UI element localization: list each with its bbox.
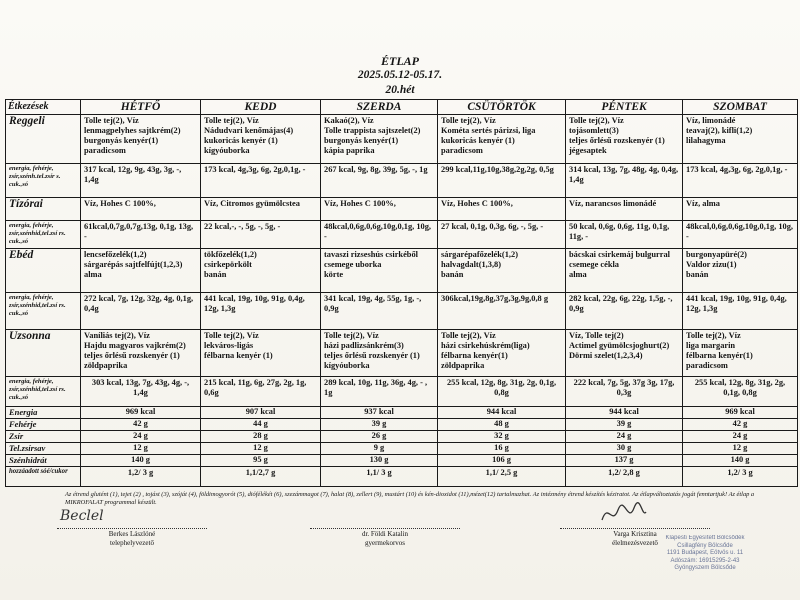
menu-week: 20.hét xyxy=(385,84,415,96)
signer-name: Varga Krisztina xyxy=(613,530,657,538)
summary-value: 24 g xyxy=(683,431,798,443)
summary-value: 28 g xyxy=(201,431,321,443)
breakfast-cell: Kakaó(2), Víz Tolle trappista sajtszelet(2) burgonyás kenyér(1) kápia paprika xyxy=(321,115,438,164)
signer-role: telephelyvezető xyxy=(110,539,154,547)
nutrition-cell: 306kcal,19g,8g,37g,3g,9g,0,8 g xyxy=(438,293,566,330)
meal-column-header: Étkezések xyxy=(6,100,81,115)
summary-value: 30 g xyxy=(566,443,683,455)
nutrition-cell: 441 kcal, 19g, 10g, 91g, 0,4g, 12g, 1,3g xyxy=(683,293,798,330)
nutrition-cell: 303 kcal, 13g, 7g, 43g, 4g, -, 1,4g xyxy=(81,377,201,407)
summary-row-fat xyxy=(6,431,798,443)
summary-value: 140 g xyxy=(683,455,798,467)
lunch-label: Ebéd xyxy=(6,249,81,293)
afternoon-snack-cell: Tolle tej(2), Víz liga margarin félbarna kenyér(1) paradicsom xyxy=(683,330,798,377)
menu-table xyxy=(5,99,798,487)
lunch-nutrition-row xyxy=(6,293,798,330)
institution-stamp: Klapesti Egyesített Bölcsődék Csillagfény Bölcsőde 1191 Budapest, Eötvös u. 11 Adószám: 16915295-2-43 Gyöngyszem Bölcsőde xyxy=(665,535,745,571)
snack-cell: Víz, Citromos gyümölcstea xyxy=(201,198,321,221)
breakfast-cell: Tolle tej(2), Víz tojásomlett(3) teljes őrlésű rozskenyér (1) jégesaptek xyxy=(566,115,683,164)
day-header-saturday: SZOMBAT xyxy=(683,100,798,115)
summary-value: 944 kcal xyxy=(438,407,566,419)
summary-value: 1,1/ 3 g xyxy=(321,467,438,487)
summary-row-energy xyxy=(6,407,798,419)
lunch-cell: burgonyapüré(2) Valdor zizu(1) banán xyxy=(683,249,798,293)
signature-block xyxy=(310,528,460,548)
snack-cell: Víz, alma xyxy=(683,198,798,221)
nutrition-cell: 48kcal,0,6g,0,6g,10g,0,1g, 10g, - xyxy=(683,221,798,249)
signature-scribble xyxy=(598,500,648,528)
summary-value: 1,2/ 3 g xyxy=(683,467,798,487)
lunch-row xyxy=(6,249,798,293)
lunch-cell: bácskai csirkemáj bulgurral csemege cékla alma xyxy=(566,249,683,293)
afternoon-nutrition-row xyxy=(6,377,798,407)
summary-value: 95 g xyxy=(201,455,321,467)
summary-label: Zsír xyxy=(6,431,81,443)
summary-row-saturated-fat xyxy=(6,443,798,455)
snack-cell: Víz, narancsos limonádé xyxy=(566,198,683,221)
afternoon-snack-cell: Tolle tej(2), Víz házi padlizsánkrém(3) teljes őrlésű rozskenyér (1) kígyóuborka xyxy=(321,330,438,377)
summary-label: Fehérje xyxy=(6,419,81,431)
day-header-tuesday: KEDD xyxy=(201,100,321,115)
allergen-footnote: Az étrend glutént (1), tejet (2) , tojást (3), szóját (4), földimogyorót (5), diófélékét (6), szezámmagot (7), halat (8), zellert (9), mustárt (10) és kén-dioxidot (11),mézet(12) tartalmazhat. Az intézmény étrend készítés kéziratot. Az étlapváltoztatás jogát fenntartjuk! Az étlap a MIKROFALAT programmal készült. xyxy=(65,491,755,506)
summary-value: 937 kcal xyxy=(321,407,438,419)
handwritten-signature: Beclel xyxy=(60,508,104,524)
summary-value: 140 g xyxy=(81,455,201,467)
summary-value: 42 g xyxy=(81,419,201,431)
lunch-cell: sárgarépafőzelék(1,2) halvagdalt(1,3,8) banán xyxy=(438,249,566,293)
snack-cell: Víz, Hohes C 100%, xyxy=(81,198,201,221)
nutrition-cell: 272 kcal, 7g, 12g, 32g, 4g, 0,1g, 0,4g xyxy=(81,293,201,330)
summary-value: 12 g xyxy=(81,443,201,455)
lunch-cell: tökfőzelék(1,2) csirkepörkölt banán xyxy=(201,249,321,293)
summary-row-salt-sugar xyxy=(6,467,798,487)
afternoon-snack-cell: Víz, Tolle tej(2) Actimel gyümölcsjoghurt(2) Dörmi szelet(1,2,3,4) xyxy=(566,330,683,377)
summary-value: 39 g xyxy=(321,419,438,431)
nutrition-cell: 441 kcal, 19g, 10g, 91g, 0,4g, 12g, 1,3g xyxy=(201,293,321,330)
breakfast-cell: Víz, limonádé teavaj(2), kifli(1,2) lilahagyma xyxy=(683,115,798,164)
summary-value: 32 g xyxy=(438,431,566,443)
snack-label: Tízórai xyxy=(6,198,81,221)
lunch-cell: lencsefőzelék(1,2) sárgarépás sajtfelfújt(1,2,3) alma xyxy=(81,249,201,293)
summary-value: 907 kcal xyxy=(201,407,321,419)
nutrition-cell: 314 kcal, 13g, 7g, 48g, 4g, 0,4g, 1,4g xyxy=(566,164,683,198)
summary-value: 42 g xyxy=(683,419,798,431)
signer-role: gyermekorvos xyxy=(364,539,406,547)
menu-title: ÉTLAP xyxy=(381,54,419,68)
breakfast-cell: Tolle tej(2), Víz Nádudvari kenőmájas(4) kukoricás kenyér (1) kígyóuborka xyxy=(201,115,321,164)
summary-value: 969 kcal xyxy=(683,407,798,419)
summary-label: Szénhidrát xyxy=(6,455,81,467)
afternoon-snack-cell: Tolle tej(2), Víz házi csirkehúskrém(liga) félbarna kenyér(1) zöldpaprika xyxy=(438,330,566,377)
summary-value: 26 g xyxy=(321,431,438,443)
nutrition-cell: 299 kcal,11g,10g,38g,2g,2g, 0,5g xyxy=(438,164,566,198)
summary-value: 44 g xyxy=(201,419,321,431)
summary-value: 1,1/2,7 g xyxy=(201,467,321,487)
nutrition-label: energia, fehérje, zsír,szénhid,tel.zsí rs. cuk.,só xyxy=(6,377,81,407)
nutrition-cell: 255 kcal, 12g, 8g, 31g, 2g, 0,1g, 0,8g xyxy=(683,377,798,407)
summary-value: 1,2/ 3 g xyxy=(81,467,201,487)
afternoon-snack-row xyxy=(6,330,798,377)
nutrition-cell: 215 kcal, 11g, 6g, 27g, 2g, 1g, 0,6g xyxy=(201,377,321,407)
afternoon-snack-cell: Vaníliás tej(2), Víz Hajdu magyaros vajkrém(2) teljes őrlésű rozskenyér (1) zöldpaprika xyxy=(81,330,201,377)
afternoon-snack-label: Uzsonna xyxy=(6,330,81,377)
summary-value: 24 g xyxy=(81,431,201,443)
nutrition-cell: 27 kcal, 0,1g, 0,3g, 6g, -, 5g, - xyxy=(438,221,566,249)
summary-value: 48 g xyxy=(438,419,566,431)
nutrition-cell: 282 kcal, 22g, 6g, 22g, 1,5g, -, 0,9g xyxy=(566,293,683,330)
summary-value: 16 g xyxy=(438,443,566,455)
summary-value: 12 g xyxy=(683,443,798,455)
menu-dates: 2025.05.12-05.17. xyxy=(357,69,443,81)
nutrition-cell: 50 kcal, 0,6g, 0,6g, 11g, 0,1g, 11g, - xyxy=(566,221,683,249)
nutrition-label: energia, fehérje, zsír,szénhid,tel.zsí rs. cuk.,só xyxy=(6,221,81,249)
breakfast-nutrition-row xyxy=(6,164,798,198)
summary-value: 106 g xyxy=(438,455,566,467)
signer-name: dr. Földi Katalin xyxy=(361,530,409,538)
nutrition-cell: 22 kcal,-, -, 5g, -, 5g, - xyxy=(201,221,321,249)
summary-value: 9 g xyxy=(321,443,438,455)
snack-nutrition-row xyxy=(6,221,798,249)
summary-value: 24 g xyxy=(566,431,683,443)
summary-value: 137 g xyxy=(566,455,683,467)
day-header-monday: HÉTFŐ xyxy=(81,100,201,115)
summary-value: 12 g xyxy=(201,443,321,455)
nutrition-cell: 317 kcal, 12g, 9g, 43g, 3g, -, 1,4g xyxy=(81,164,201,198)
summary-value: 39 g xyxy=(566,419,683,431)
summary-label: Tel.zsírsav xyxy=(6,443,81,455)
signature-block xyxy=(57,528,207,548)
summary-row-carbs xyxy=(6,455,798,467)
nutrition-cell: 255 kcal, 12g, 8g, 31g, 2g, 0,1g, 0,8g xyxy=(438,377,566,407)
breakfast-label: Reggeli xyxy=(6,115,81,164)
signer-role: élelmezésvezető xyxy=(612,539,658,547)
signer-name: Berkes Lászlóné xyxy=(108,530,156,538)
summary-row-protein xyxy=(6,419,798,431)
afternoon-snack-cell: Tolle tej(2), Víz lekváros-ligás félbarna kenyér (1) xyxy=(201,330,321,377)
header-row xyxy=(6,100,798,115)
snack-cell: Víz, Hohes C 100%, xyxy=(438,198,566,221)
summary-label: hozzáadott sóé/cukor xyxy=(6,467,81,487)
nutrition-cell: 61kcal,0,7g,0,7g,13g, 0,1g, 13g, - xyxy=(81,221,201,249)
nutrition-cell: 289 kcal, 10g, 11g, 36g, 4g, - , 1g xyxy=(321,377,438,407)
nutrition-label: energia, fehérje, zsír,szénh.tel.zsír s. cuk.,só xyxy=(6,164,81,198)
breakfast-row xyxy=(6,115,798,164)
summary-label: Energia xyxy=(6,407,81,419)
day-header-wednesday: SZERDA xyxy=(321,100,438,115)
nutrition-cell: 267 kcal, 9g, 8g, 39g, 5g, -, 1g xyxy=(321,164,438,198)
nutrition-cell: 173 kcal, 4g,3g, 6g, 2g,0,1g, - xyxy=(683,164,798,198)
breakfast-cell: Tolle tej(2), Víz Kométa sertés párizsi, liga kukoricás kenyér (1) paradicsom xyxy=(438,115,566,164)
day-header-friday: PÉNTEK xyxy=(566,100,683,115)
nutrition-cell: 222 kcal, 7g, 5g, 37g 3g, 17g, 0,3g xyxy=(566,377,683,407)
summary-value: 944 kcal xyxy=(566,407,683,419)
summary-value: 1,1/ 2,5 g xyxy=(438,467,566,487)
breakfast-cell: Tolle tej(2), Víz lenmagpelyhes sajtkrém(2) burgonyás kenyér(1) paradicsom xyxy=(81,115,201,164)
nutrition-cell: 48kcal,0,6g,0,6g,10g,0,1g, 10g, - xyxy=(321,221,438,249)
snack-row xyxy=(6,198,798,221)
nutrition-label: energia, fehérje, zsír,szénhid,tel.zsí rs. cuk.,só xyxy=(6,293,81,330)
nutrition-cell: 341 kcal, 19g, 4g, 55g, 1g, -, 0,9g xyxy=(321,293,438,330)
summary-value: 969 kcal xyxy=(81,407,201,419)
lunch-cell: tavaszi rizseshús csirkéből csemege uborka körte xyxy=(321,249,438,293)
summary-value: 130 g xyxy=(321,455,438,467)
snack-cell: Víz, Hohes C 100%, xyxy=(321,198,438,221)
day-header-thursday: CSÜTÖRTÖK xyxy=(438,100,566,115)
nutrition-cell: 173 kcal, 4g,3g, 6g, 2g,0,1g, - xyxy=(201,164,321,198)
summary-value: 1,2/ 2,8 g xyxy=(566,467,683,487)
